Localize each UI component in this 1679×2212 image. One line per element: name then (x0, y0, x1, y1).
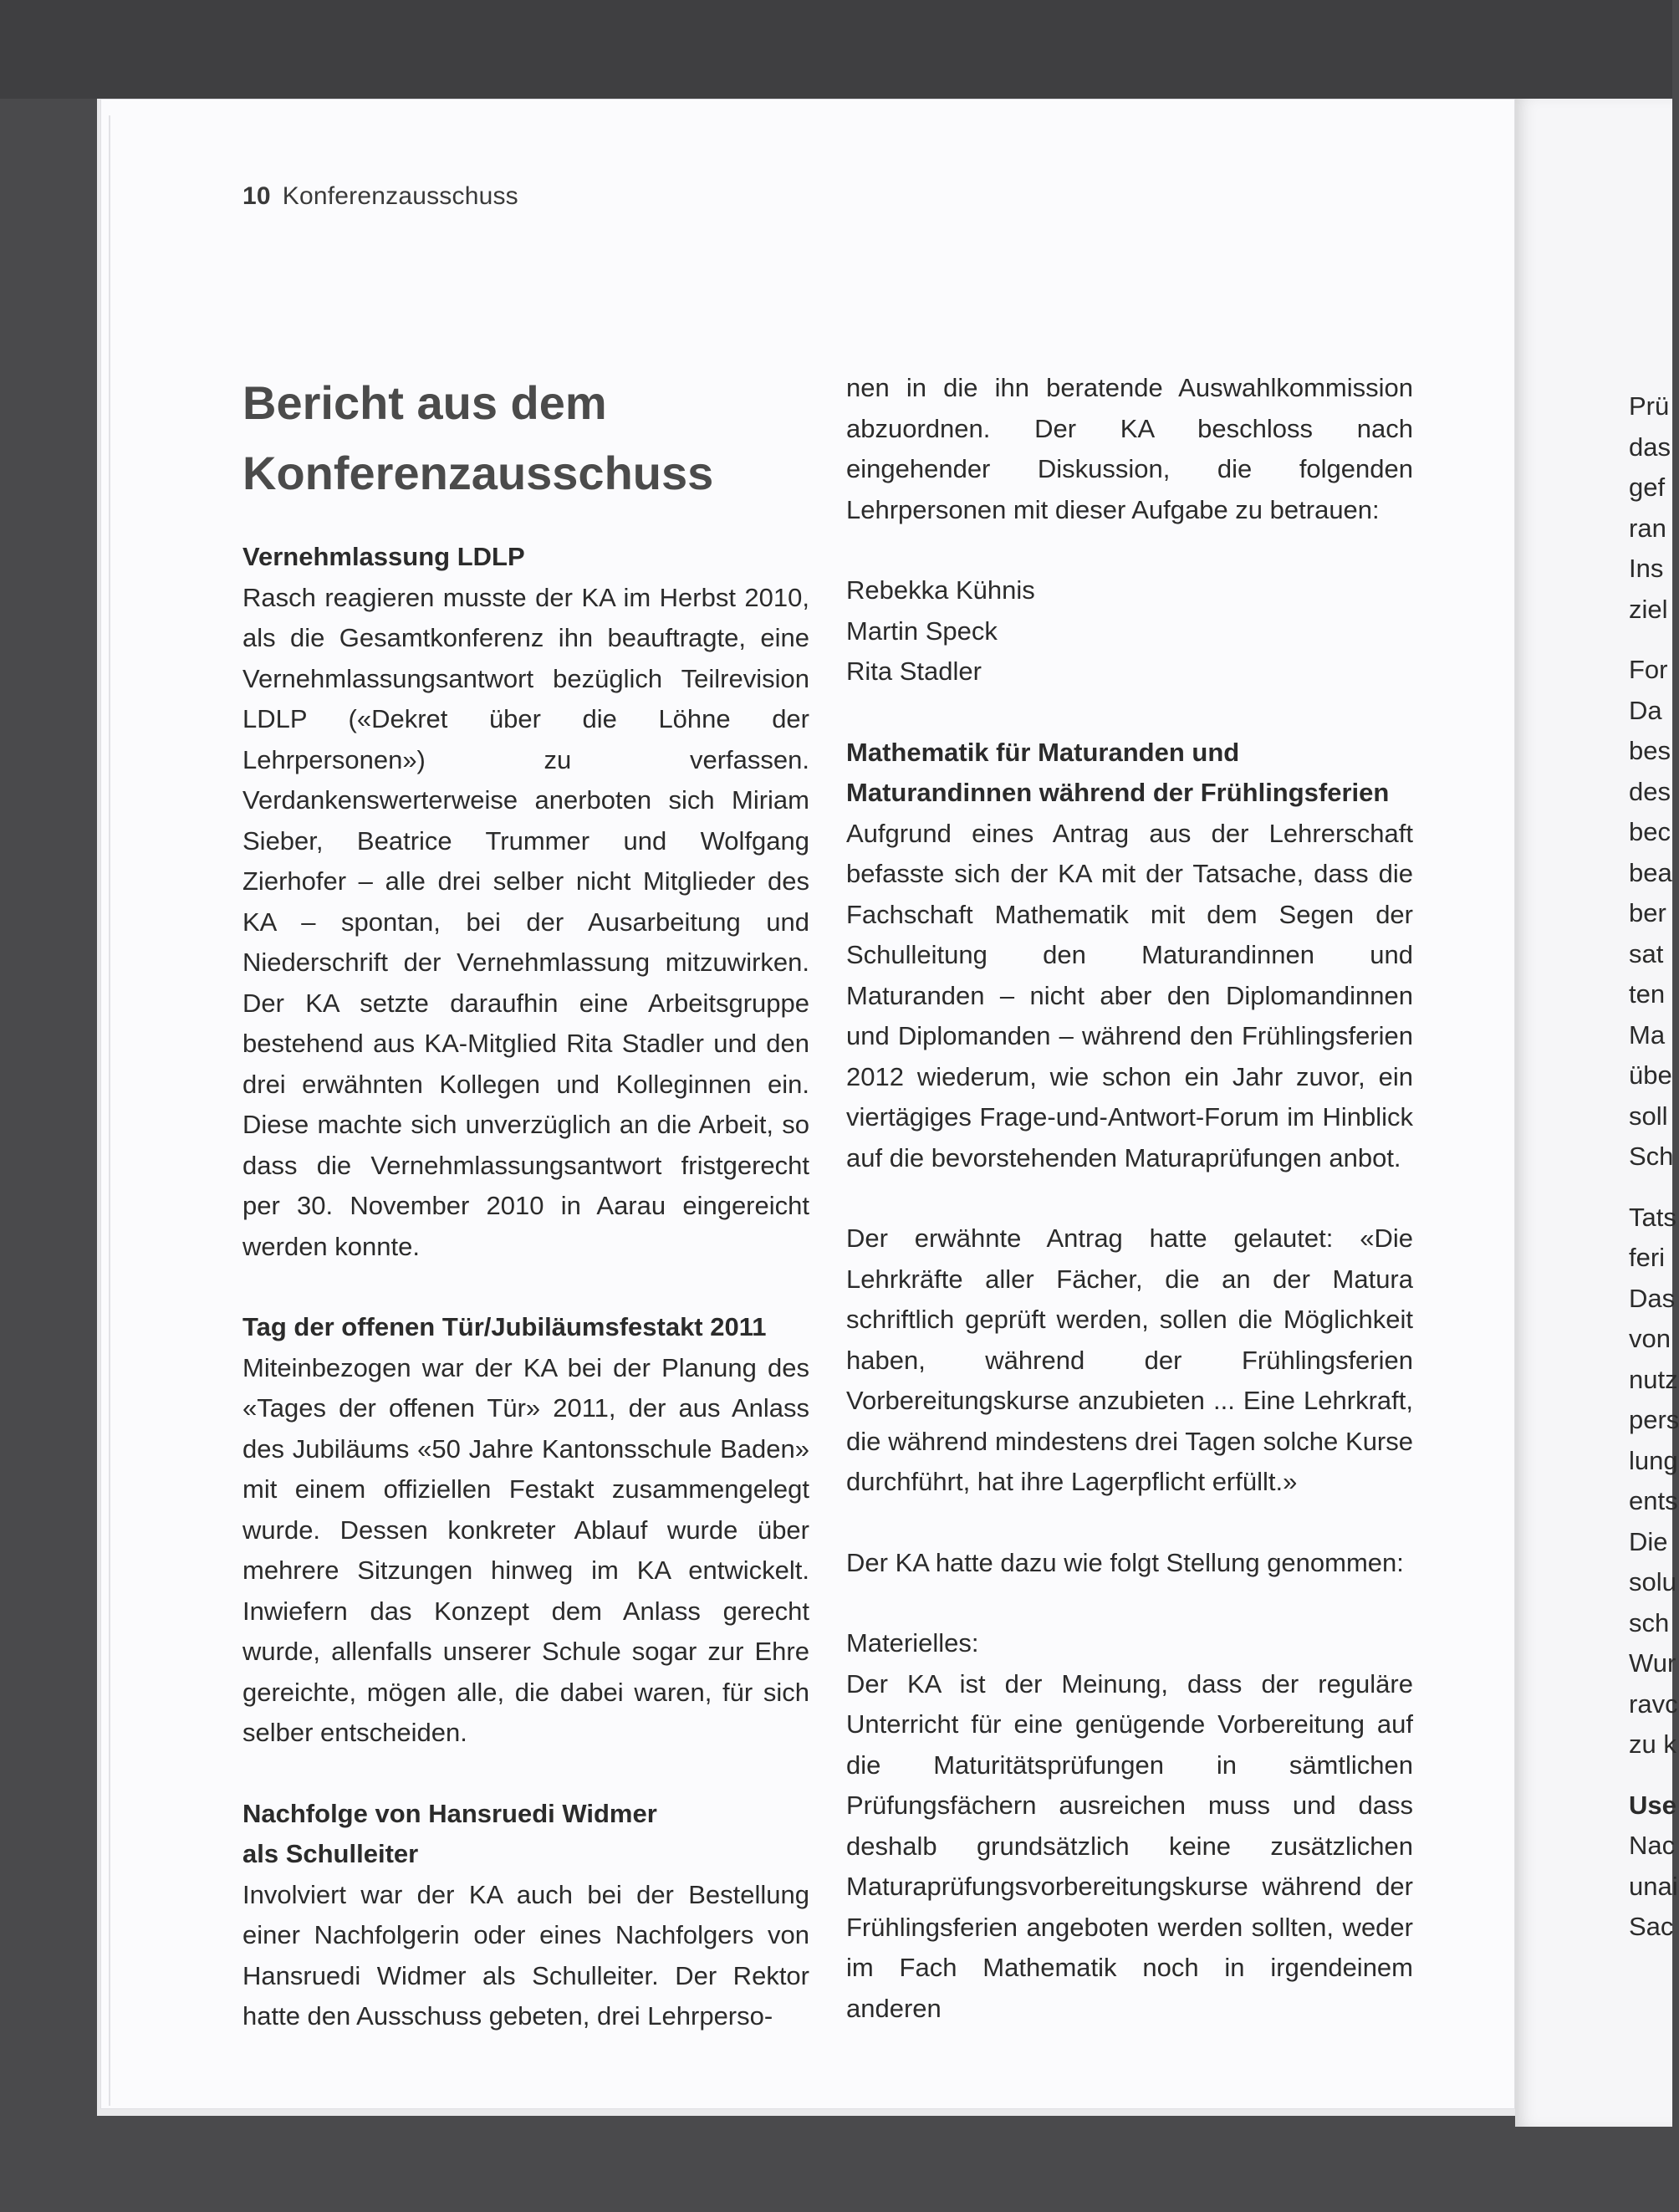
section-heading-ldlp: Vernehmlassung LDLP (242, 542, 525, 571)
fragment-line: Nac (1629, 1831, 1676, 1860)
fragment-line: ents (1629, 1486, 1678, 1515)
fragment-line: ziel (1629, 594, 1668, 624)
fragment-line: lung (1629, 1445, 1678, 1475)
section-heading-mathematics: Mathematik für Maturanden und Maturandinnen während der Frühlingsferien (846, 737, 1390, 807)
fragment-line: Prü (1629, 391, 1670, 421)
scan-background (0, 0, 1672, 99)
running-header (242, 182, 518, 211)
section-name: Konferenzausschuss (282, 182, 518, 210)
paragraph-request-quote: Der erwähnte Antrag hatte gelautet: «Die Lehrkräfte aller Fächer, die an der Matura schriftlich geprüft werden, sollen die Möglichkeit haben, während der Frühlingsferien Vorbereitungskurse anzubieten ... Eine Lehrkraft, die während mindestens drei Tagen solche Kurse durchführt, hat ihre Lagerpflicht erfüllt.» (846, 1223, 1413, 1496)
fragment-line: des (1629, 776, 1671, 806)
paragraph-succession: Involviert war der KA auch bei der Bestellung einer Nachfolgerin oder eines Nachfolgers von Hansruedi Widmer als Schulleiter. Der Rektor hatte den Ausschuss gebeten, drei Lehrperso- (242, 1879, 809, 2031)
fragment-line: bes (1629, 736, 1671, 765)
fragment-line: bec (1629, 817, 1671, 846)
commission-names-list (846, 570, 1413, 692)
text-column-right (846, 368, 1413, 2029)
section-heading-succession-line-2: als Schulleiter (242, 1839, 419, 1868)
text-column-left (242, 368, 809, 2037)
fragment-line: sch (1629, 1607, 1670, 1637)
fragment-line: das (1629, 432, 1671, 462)
fragment-line: gef (1629, 473, 1666, 502)
fragment-line: Sac (1629, 1912, 1674, 1941)
fragment-line: bea (1629, 857, 1672, 887)
paragraph-materielles: Der KA ist der Meinung, dass der reguläre Unterricht für eine genügende Vorbereitung auf die Maturitätsprüfungen in sämtlichen Prüfungsfächern ausreichen muss und dass deshalb grundsätzlich keine zusätzlichen Maturaprüfungsvorbereitungskurse während der Frühlingsferien angeboten werden sollten, weder im Fach Mathematik noch in irgendeinem anderen (846, 1668, 1413, 2023)
fragment-line: solu (1629, 1567, 1676, 1596)
fragment-line: For (1629, 655, 1668, 684)
fragment-line: zu k (1629, 1729, 1676, 1759)
fragment-line: ravc (1629, 1688, 1678, 1719)
list-item: Rebekka Kühnis (846, 575, 1035, 605)
section-heading-succession-line-1: Nachfolge von Hansruedi Widmer (242, 1798, 657, 1828)
fragment-line: von (1629, 1324, 1671, 1353)
article-title-line-2: Konferenzausschuss (242, 447, 714, 499)
article-title (242, 368, 809, 508)
fragment-line: nutz (1629, 1364, 1678, 1394)
fragment-line: feri (1629, 1243, 1666, 1272)
fragment-line: Ins (1629, 554, 1664, 583)
fragment-line: soll (1629, 1101, 1668, 1131)
article-title-line-1: Bericht aus dem (242, 376, 607, 429)
fragment-line: pers (1629, 1405, 1679, 1434)
fragment-line: ber (1629, 898, 1666, 927)
fragment-line: sat (1629, 938, 1664, 968)
fragment-line: Tats (1629, 1202, 1676, 1232)
fragment-line: ten (1629, 979, 1666, 1009)
paragraph-position: Der KA hatte dazu wie folgt Stellung genommen: (846, 1547, 1404, 1577)
paragraph-commission: nen in die ihn beratende Auswahlkommission abzuordnen. Der KA beschloss nach eingehender Diskussion, die folgenden Lehrpersonen mit dieser Aufgabe zu betrauen: (846, 373, 1413, 524)
paragraph-open-day: Miteinbezogen war der KA bei der Planung des «Tages der offenen Tür» 2011, der aus Anlass des Jubiläums «50 Jahre Kantonsschule Baden» mit einem offiziellen Festakt zusammengelegt wurde. Dessen konkreter Ablauf wurde über mehrere Sitzungen hinweg im KA entwickelt. Inwiefern das Konzept dem Anlass gerecht wurde, allenfalls unserer Schule sogar zur Ehre gereichte, mögen alle, die dabei waren, für sich selber entscheiden. (242, 1352, 809, 1747)
materielles-label: Materielles: (846, 1628, 979, 1658)
fragment-line: Wur (1629, 1648, 1676, 1678)
page-number: 10 (242, 182, 271, 210)
fragment-line: ran (1629, 513, 1666, 543)
fragment-line: Sch (1629, 1142, 1674, 1171)
fragment-line: Die (1629, 1526, 1668, 1556)
paragraph-mathematics: Aufgrund eines Antrag aus der Lehrerschaft befasste sich der KA mit der Tatsache, dass die Fachschaft Mathematik mit dem Segen der Schulleitung den Maturandinnen und Maturanden – nicht aber den Diplomandinnen und Diplomanden – während den Frühlingsferien 2012 wiederum, wie schon ein Jahr zuvor, ein viertägiges Frage-und-Antwort-Forum im Hinblick auf die bevorstehenden Maturaprüfungen anbot. (846, 818, 1413, 1172)
fragment-heading: Use (1629, 1790, 1676, 1820)
section-heading-succession (242, 1794, 809, 1875)
list-item: Martin Speck (846, 616, 998, 646)
fragment-line: Da (1629, 695, 1662, 725)
section-heading-open-day: Tag der offenen Tür/Jubiläumsfestakt 2011 (242, 1312, 767, 1341)
fragment-line: unai (1629, 1871, 1678, 1901)
fragment-line: Das (1629, 1283, 1676, 1313)
fragment-line: Ma (1629, 1019, 1666, 1050)
list-item: Rita Stadler (846, 656, 982, 686)
fragment-line: übe (1629, 1060, 1672, 1090)
right-page-text-fragments (1629, 386, 1679, 1948)
paragraph-ldlp: Rasch reagieren musste der KA im Herbst 2010, als die Gesamtkonferenz ihn beauftragte, eine Vernehmlassungsantwort bezüglich Teilrevision LDLP («Dekret über die Löhne der Lehrpersonen») zu verfassen. Verdankenswerterweise anerboten sich Miriam Sieber, Beatrice Trummer und Wolfgang Zierhofer – alle drei selber nicht Mitglieder des KA – spontan, bei der Ausarbeitung und Niederschrift der Vernehmlassung mitzuwirken. Der KA setzte daraufhin eine Arbeitsgruppe bestehend aus KA-Mitglied Rita Stadler und den drei erwähnten Kollegen und Kolleginnen ein. Diese machte sich unverzüglich an die Arbeit, so dass die Vernehmlassungsantwort fristgerecht per 30. November 2010 in Aarau eingereicht werden konnte. (242, 582, 809, 1261)
